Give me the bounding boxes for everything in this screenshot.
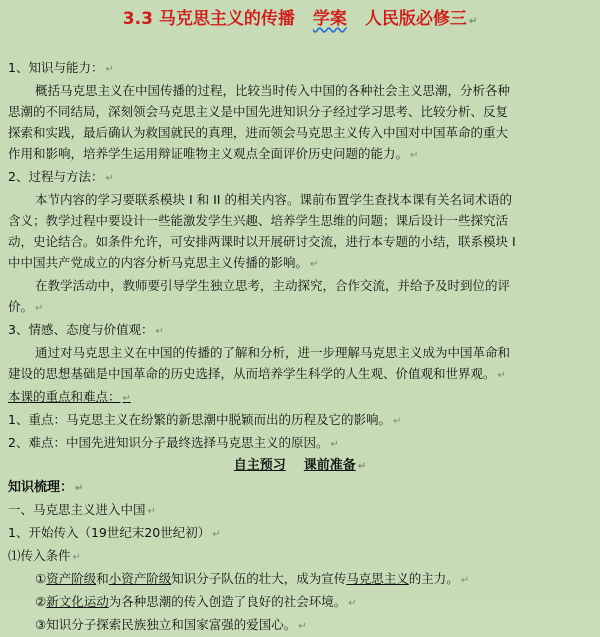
title-xuean: 学案	[312, 9, 347, 29]
section1-line-3: 探索和实践，最后确认为救国就民的真理，进而领会马克思主义传入中国对中国革命的重大	[8, 125, 509, 140]
preview-self-study: 自主预习	[233, 458, 286, 473]
section2-heading: 2、过程与方法： ↵	[8, 169, 114, 184]
key-heading: 本课的重点和难点： ↵	[8, 389, 131, 404]
section2-line-5: 在教学活动中，教师要引导学生独立思考，主动探究，合作交流，并给予及时到位的评	[35, 278, 511, 293]
section3-heading: 3、情感、态度与价值观： ↵	[8, 322, 164, 337]
section1-line-4: 作用和影响，培养学生运用辩证唯物主义观点全面评价历史问题的能力。 ↵	[8, 146, 419, 161]
paragraph-mark-icon: ↵	[298, 621, 307, 632]
paragraph-mark-icon: ↵	[212, 529, 221, 540]
paragraph-mark-icon: ↵	[348, 598, 357, 609]
document-title	[8, 6, 592, 35]
knowledge-line-3: ⑴传入条件 ↵	[8, 548, 81, 563]
section3-line-2: 建设的思想基础是中国革命的历史选择，从而培养学生科学的人生观、价值观和世界观。 ↵	[8, 366, 506, 381]
paragraph-mark-icon: ↵	[155, 326, 164, 337]
section2-line-6: 价。 ↵	[8, 299, 44, 314]
paragraph-mark-icon: ↵	[35, 303, 44, 314]
paragraph-mark-icon: ↵	[72, 552, 81, 563]
section1-line-1: 概括马克思主义在中国传播的过程，比较当时传入中国的各种社会主义思潮，分析各种	[35, 83, 511, 98]
key-point-2: 2、难点：中国先进知识分子最终选择马克思主义的原因。 ↵	[8, 435, 339, 450]
title-main: 3.3 马克思主义的传播	[122, 9, 295, 29]
preview-heading	[8, 455, 592, 477]
paragraph-mark-icon: ↵	[460, 575, 470, 586]
paragraph-mark-icon: ↵	[357, 461, 367, 472]
section2-line-1: 本节内容的学习要联系模块 I 和 II 的相关内容。课前布置学生查找本课有关名词术语的	[35, 192, 512, 207]
title-edition: 人民版必修三	[364, 9, 467, 29]
paragraph-mark-icon: ↵	[105, 173, 114, 184]
section2-line-3: 动，史论结合。如条件允许，可安排两课时以开展研讨交流，进行本专题的小结，联系模块 I	[8, 234, 516, 249]
condition-2: ②新文化运动为各种思潮的传入创造了良好的社会环境。 ↵	[35, 594, 357, 609]
paragraph-mark-icon: ↵	[105, 64, 114, 75]
paragraph-mark-icon: ↵	[410, 150, 419, 161]
paragraph-mark-icon: ↵	[122, 393, 131, 404]
paragraph-mark-icon: ↵	[147, 506, 156, 517]
section2-line-2: 含义；教学过程中要设计一些能激发学生兴趣、培养学生思维的问题；课后设计一些探究活	[8, 213, 509, 228]
section1-line-2: 思潮的不同结局，深刻领会马克思主义是中国先进知识分子经过学习思考、比较分析、反复	[8, 104, 509, 119]
paragraph-mark-icon: ↵	[310, 259, 319, 270]
knowledge-heading: 知识梳理： ↵	[8, 480, 84, 495]
paragraph-mark-icon: ↵	[75, 483, 84, 494]
key-point-1: 1、重点：马克思主义在纷繁的新思潮中脱颖而出的历程及它的影响。 ↵	[8, 412, 402, 427]
paragraph-mark-icon: ↵	[392, 416, 402, 427]
section2-line-4: 中中国共产党成立的内容分析马克思主义传播的影响。 ↵	[8, 255, 319, 270]
section1-heading: 1、知识与能力： ↵	[8, 60, 114, 75]
preview-before-class: 课前准备	[303, 458, 356, 473]
section3-line-1: 通过对马克思主义在中国的传播的了解和分析，进一步理解马克思主义成为中国革命和	[35, 345, 511, 360]
condition-1: ①资产阶级和小资产阶级知识分子队伍的壮大，成为宣传马克思主义的主力。 ↵	[35, 571, 470, 586]
knowledge-line-2: 1、开始传入（19世纪末20世纪初） ↵	[8, 525, 221, 540]
condition-3: ③知识分子探索民族独立和国家富强的爱国心。 ↵	[35, 617, 307, 632]
paragraph-mark-icon: ↵	[497, 370, 506, 381]
paragraph-mark-icon: ↵	[330, 439, 339, 450]
knowledge-line-1: 一、马克思主义进入中国 ↵	[8, 502, 156, 517]
paragraph-mark-icon: ↵	[468, 16, 478, 27]
